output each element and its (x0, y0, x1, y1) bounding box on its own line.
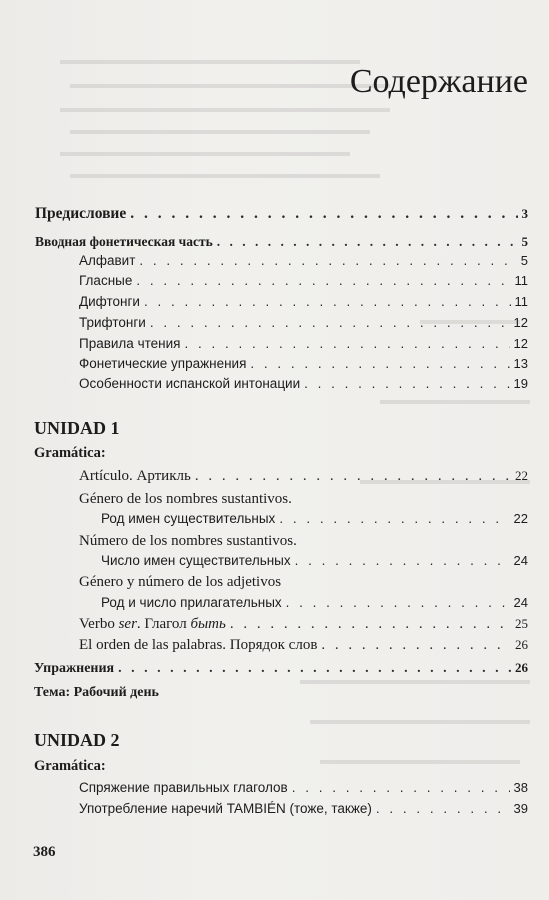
toc-entry-page: 11 (514, 294, 528, 309)
leader-dots (139, 252, 516, 270)
toc-entry-label: Artículo. Артикль (79, 468, 191, 484)
unit-2-grammar-label: Gramática: (34, 758, 106, 774)
toc-entry-genero-sustantivos[interactable]: Género de los nombres sustantivos. (79, 491, 292, 507)
toc-entry-chislo-sushch[interactable] (101, 552, 528, 570)
toc-entry-label: Гласные (79, 273, 133, 288)
toc-entry-label: Упражнения (34, 661, 115, 676)
toc-entry-label: Предисловие (35, 205, 127, 222)
toc-entry-page: 5 (520, 253, 528, 268)
toc-entry-label: Употребление наречий TAMBIÉN (тоже, также) (79, 801, 372, 816)
leader-dots (195, 467, 511, 485)
toc-entry-orden[interactable] (79, 636, 528, 654)
toc-entry-page: 24 (513, 553, 528, 568)
leader-dots (292, 779, 510, 797)
toc-entry-vowels[interactable] (79, 272, 528, 290)
label-italic: быть (190, 616, 226, 632)
toc-entry-page: 39 (513, 801, 528, 816)
leader-dots (286, 594, 510, 612)
leader-dots (184, 335, 509, 353)
toc-entry-label (79, 615, 226, 633)
toc-entry-label: Род и число прилагательных (101, 595, 282, 610)
leader-dots (130, 205, 517, 223)
unit-1-grammar-label: Gramática: (34, 445, 106, 461)
toc-entry-page: 19 (513, 376, 528, 391)
toc-entry-label: Правила чтения (79, 336, 181, 351)
toc-entry-page: 24 (513, 595, 528, 610)
toc-entry-label: Вводная фонетическая часть (35, 234, 213, 249)
toc-entry-tambien[interactable] (79, 800, 528, 818)
toc-entry-verbo-ser[interactable] (79, 615, 528, 633)
unit-2-heading: UNIDAD 2 (34, 730, 120, 750)
toc-entry-numero-sustantivos[interactable]: Número de los nombres sustantivos. (79, 533, 297, 549)
leader-dots (144, 293, 511, 311)
toc-entry-page: 22 (515, 468, 528, 483)
leader-dots (150, 314, 510, 332)
unit-1-topic[interactable]: Тема: Рабочий день (34, 685, 159, 700)
toc-entry-label: Род имен существительных (101, 511, 276, 526)
leader-dots (304, 375, 509, 393)
toc-entry-genero-adjetivos[interactable]: Género y número de los adjetivos (79, 574, 282, 590)
page-number: 386 (33, 844, 56, 860)
toc-entry-phonetic-exercises[interactable] (79, 355, 528, 373)
toc-entry-alphabet[interactable] (79, 252, 528, 270)
toc-entry-diphthongs[interactable] (79, 293, 528, 311)
page-title: Содержание (349, 63, 528, 100)
toc-entry-preface[interactable] (35, 205, 528, 223)
leader-dots (279, 510, 509, 528)
label-part: . Глагол (136, 616, 191, 632)
leader-dots (250, 355, 509, 373)
toc-entry-page: 12 (513, 336, 528, 351)
toc-entry-page: 26 (515, 660, 528, 675)
toc-entry-articulo[interactable] (79, 467, 528, 485)
toc-entry-page: 12 (513, 315, 528, 330)
toc-entry-reading-rules[interactable] (79, 335, 528, 353)
toc-entry-page: 5 (521, 234, 528, 249)
leader-dots (376, 800, 510, 818)
toc-entry-conjugation[interactable] (79, 779, 528, 797)
toc-entry-intonation[interactable] (79, 375, 528, 393)
unit-1-heading: UNIDAD 1 (34, 418, 120, 438)
toc-entry-page: 26 (515, 637, 528, 652)
toc-entry-triphthongs[interactable] (79, 314, 528, 332)
toc-entry-page: 25 (515, 616, 528, 631)
toc-entry-rod-prilag[interactable] (101, 594, 528, 612)
toc-entry-label: Спряжение правильных глаголов (79, 780, 288, 795)
toc-entry-page: 3 (521, 206, 528, 221)
toc-entry-phonetics[interactable] (35, 233, 528, 251)
toc-entry-label: Трифтонги (79, 315, 146, 330)
toc-entry-page: 13 (513, 356, 528, 371)
label-italic: ser (118, 616, 137, 632)
leader-dots (321, 636, 511, 654)
leader-dots (118, 660, 511, 678)
leader-dots (136, 272, 510, 290)
toc-entry-exercises[interactable] (34, 659, 528, 678)
toc-entry-page: 11 (514, 273, 528, 288)
toc-entry-label: Число имен существительных (101, 553, 291, 568)
toc-entry-label: Дифтонги (79, 294, 140, 309)
label-part: Verbo (79, 616, 119, 632)
leader-dots (295, 552, 510, 570)
toc-entry-label: Особенности испанской интонации (79, 376, 301, 391)
leader-dots (217, 233, 518, 251)
toc-entry-rod-sushch[interactable] (101, 510, 528, 528)
toc-entry-page: 22 (513, 511, 528, 526)
toc-entry-label: Фонетические упражнения (79, 356, 247, 371)
toc-entry-label: Алфавит (79, 253, 136, 268)
toc-entry-label: El orden de las palabras. Порядок слов (79, 637, 318, 653)
toc-entry-page: 38 (513, 780, 528, 795)
leader-dots (230, 615, 511, 633)
